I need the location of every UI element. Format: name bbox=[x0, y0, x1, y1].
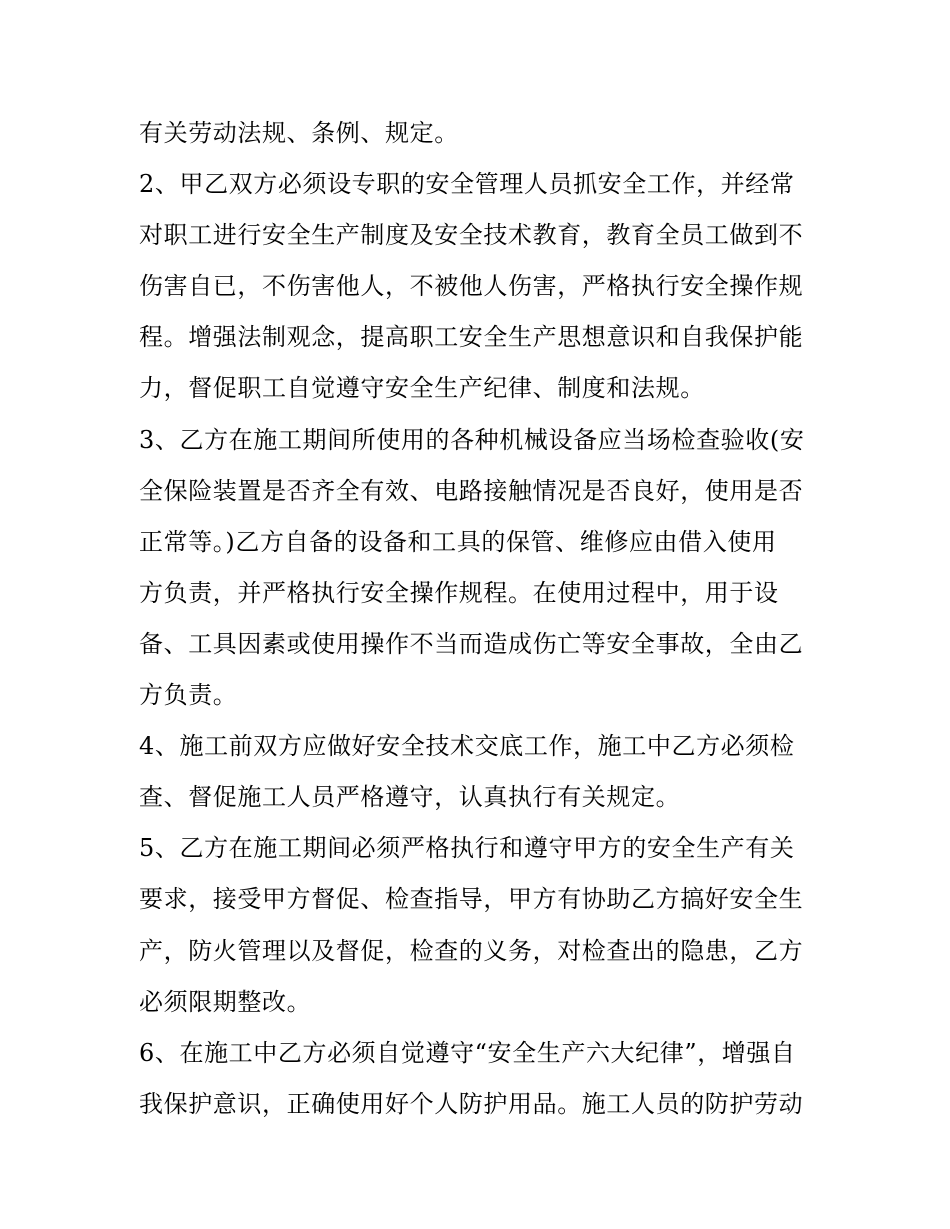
text-line-11: 备、工具因素或使用操作不当而造成伤亡等安全事故，全由乙 bbox=[139, 629, 804, 658]
text-line-4: 伤害自已，不伤害他人，不被他人伤害，严格执行安全操作规 bbox=[139, 272, 804, 301]
document-body bbox=[139, 108, 814, 1130]
text-line-8: 全保险装置是否齐全有效、电路接触情况是否良好，使用是否 bbox=[139, 476, 804, 505]
text-line-17: 产，防火管理以及督促，检查的义务，对检查出的隐患，乙方 bbox=[139, 936, 804, 965]
text-line-20: 我保护意识，正确使用好个人防护用品。施工人员的防护劳动 bbox=[139, 1089, 804, 1118]
text-line-13: 4、施工前双方应做好安全技术交底工作，施工中乙方必须检 bbox=[139, 732, 795, 761]
text-line-16: 要求，接受甲方督促、检查指导，甲方有协助乙方搞好安全生 bbox=[139, 885, 804, 914]
text-line-1: 有关劳动法规、条例、规定。 bbox=[139, 119, 459, 147]
text-line-6: 力，督促职工自觉遵守安全生产纪律、制度和法规。 bbox=[139, 374, 705, 403]
text-line-18: 必须限期整改。 bbox=[139, 987, 312, 1016]
text-line-12: 方负责。 bbox=[139, 681, 238, 710]
text-line-7: 3、乙方在施工期间所使用的各种机械设备应当场检查验收(安 bbox=[139, 425, 805, 454]
text-line-5: 程。增强法制观念，提高职工安全生产思想意识和自我保护能 bbox=[139, 323, 804, 352]
text-line-2: 2、甲乙双方必须设专职的安全管理人员抓安全工作，并经常 bbox=[139, 170, 795, 199]
text-line-9: 正常等。)乙方自备的设备和工具的保管、维修应由借入使用 bbox=[139, 527, 777, 556]
text-line-15: 5、乙方在施工期间必须严格执行和遵守甲方的安全生产有关 bbox=[139, 834, 795, 863]
text-line-19: 6、在施工中乙方必须自觉遵守“安全生产六大纪律”，增强自 bbox=[139, 1038, 796, 1067]
text-line-3: 对职工进行安全生产制度及安全技术教育，教育全员工做到不 bbox=[139, 221, 804, 250]
text-line-10: 方负责，并严格执行安全操作规程。在使用过程中，用于设 bbox=[139, 578, 779, 607]
text-line-14: 查、督促施工人员严格遵守，认真执行有关规定。 bbox=[139, 783, 681, 812]
